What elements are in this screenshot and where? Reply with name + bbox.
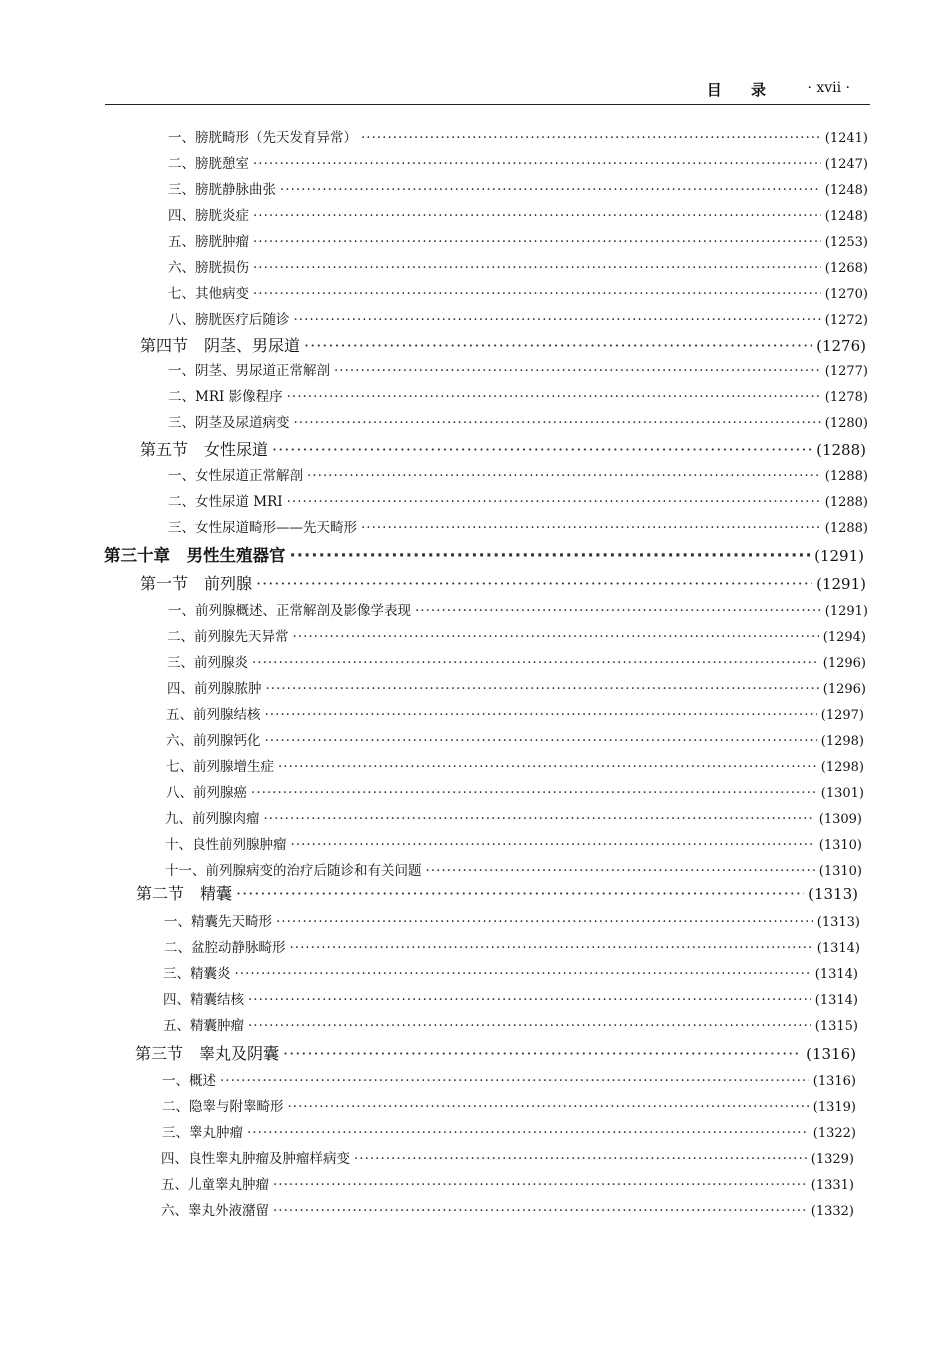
dot-leader xyxy=(252,655,819,671)
toc-item-entry[interactable] xyxy=(163,1014,858,1034)
toc-entry-title: 二、膀胱憩室 xyxy=(168,156,249,172)
toc-item-entry[interactable] xyxy=(168,516,868,536)
toc-entry-page: (1329) xyxy=(810,1152,854,1167)
toc-entry-title: 一、前列腺概述、正常解剖及影像学表现 xyxy=(168,603,411,619)
dot-leader xyxy=(253,260,821,276)
toc-section-entry[interactable] xyxy=(140,333,866,356)
toc-entry-page: (1241) xyxy=(824,131,868,146)
toc-item-entry[interactable] xyxy=(168,152,868,172)
toc-entry-page: (1278) xyxy=(824,390,868,405)
toc-entry-title: 三、前列腺炎 xyxy=(167,655,248,671)
dot-leader xyxy=(290,546,811,565)
toc-entry-title: 七、前列腺增生症 xyxy=(166,759,274,775)
toc-item-entry[interactable] xyxy=(163,988,858,1008)
toc-entry-page: (1315) xyxy=(814,1019,858,1034)
toc-entry-page: (1314) xyxy=(814,967,858,982)
dot-leader xyxy=(354,1151,807,1167)
toc-item-entry[interactable] xyxy=(164,910,860,930)
dot-leader xyxy=(256,574,812,593)
dot-leader xyxy=(334,363,821,379)
header-title: 目 录 xyxy=(706,81,778,99)
dot-leader xyxy=(291,837,815,853)
toc-entry-title: 一、阴茎、男尿道正常解剖 xyxy=(168,363,330,379)
toc-entry-title: 三、精囊炎 xyxy=(163,966,231,982)
toc-entry-title: 六、睾丸外液潴留 xyxy=(161,1203,269,1219)
toc-section-entry[interactable] xyxy=(140,571,866,594)
toc-entry-page: (1301) xyxy=(820,786,864,801)
toc-entry-title: 一、膀胱畸形（先天发育异常） xyxy=(168,130,357,146)
toc-entry-title: 十一、前列腺病变的治疗后随诊和有关问题 xyxy=(165,863,422,879)
toc-item-entry[interactable] xyxy=(168,308,868,328)
toc-item-entry[interactable] xyxy=(166,781,864,801)
dot-leader xyxy=(290,940,813,956)
toc-entry-title: 三、女性尿道畸形——先天畸形 xyxy=(168,520,357,536)
dot-leader xyxy=(220,1073,809,1089)
dot-leader xyxy=(287,494,821,510)
toc-entry-title: 二、隐睾与附睾畸形 xyxy=(162,1099,284,1115)
toc-entry-page: (1247) xyxy=(824,157,868,172)
dot-leader xyxy=(276,914,813,930)
toc-entry-page: (1280) xyxy=(824,416,868,431)
toc-item-entry[interactable] xyxy=(168,599,868,619)
toc-entry-page: (1297) xyxy=(820,708,864,723)
toc-section-entry[interactable] xyxy=(136,881,858,904)
toc-item-entry[interactable] xyxy=(162,1069,856,1089)
dot-leader xyxy=(273,1203,807,1219)
toc-entry-title: 七、其他病变 xyxy=(168,286,249,302)
toc-item-entry[interactable] xyxy=(166,703,864,723)
toc-entry-title: 五、儿童睾丸肿瘤 xyxy=(161,1177,269,1193)
toc-entry-page: (1253) xyxy=(824,235,868,250)
dot-leader xyxy=(361,130,821,146)
dot-leader xyxy=(253,208,821,224)
toc-item-entry[interactable] xyxy=(168,385,868,405)
toc-entry-title: 六、膀胱损伤 xyxy=(168,260,249,276)
header-page-number: · xvii · xyxy=(807,80,850,96)
dot-leader xyxy=(264,811,815,827)
dot-leader xyxy=(287,389,821,405)
dot-leader xyxy=(426,863,815,879)
toc-item-entry[interactable] xyxy=(168,230,868,250)
toc-entry-title: 四、膀胱炎症 xyxy=(168,208,249,224)
toc-item-entry[interactable] xyxy=(165,859,862,879)
toc-entry-page: (1310) xyxy=(818,864,862,879)
dot-leader xyxy=(361,520,821,536)
toc-section-entry[interactable] xyxy=(135,1041,856,1064)
toc-item-entry[interactable] xyxy=(166,755,864,775)
toc-entry-page: (1313) xyxy=(816,915,860,930)
toc-entry-title: 三、睾丸肿瘤 xyxy=(162,1125,243,1141)
toc-entry-title: 第二节 精囊 xyxy=(136,884,233,903)
dot-leader xyxy=(278,759,817,775)
toc-entry-page: (1272) xyxy=(824,313,868,328)
toc-entry-page: (1298) xyxy=(820,734,864,749)
dot-leader xyxy=(265,733,817,749)
dot-leader xyxy=(283,1044,802,1063)
dot-leader xyxy=(280,182,821,198)
dot-leader xyxy=(294,312,821,328)
toc-item-entry[interactable] xyxy=(166,729,864,749)
dot-leader xyxy=(235,966,811,982)
toc-entry-page: (1270) xyxy=(824,287,868,302)
toc-entry-title: 第三节 睾丸及阴囊 xyxy=(135,1044,280,1063)
toc-item-entry[interactable] xyxy=(161,1199,854,1219)
toc-item-entry[interactable] xyxy=(162,1095,856,1115)
toc-item-entry[interactable] xyxy=(162,1121,856,1141)
toc-entry-title: 八、膀胱医疗后随诊 xyxy=(168,312,290,328)
toc-entry-page: (1288) xyxy=(824,469,868,484)
toc-item-entry[interactable] xyxy=(168,282,868,302)
toc-entry-title: 二、盆腔动静脉畸形 xyxy=(164,940,286,956)
toc-entry-title: 第五节 女性尿道 xyxy=(140,440,269,459)
toc-item-entry[interactable] xyxy=(168,359,868,379)
toc-entry-page: (1313) xyxy=(808,885,858,903)
toc-chapter-entry[interactable] xyxy=(104,542,864,566)
toc-entry-page: (1314) xyxy=(816,941,860,956)
dot-leader xyxy=(253,234,821,250)
toc-entry-page: (1296) xyxy=(822,682,866,697)
dot-leader xyxy=(253,156,821,172)
toc-entry-title: 第四节 阴茎、男尿道 xyxy=(140,336,301,355)
toc-entry-title: 三、阴茎及尿道病变 xyxy=(168,415,290,431)
toc-entry-title: 四、精囊结核 xyxy=(163,992,244,1008)
toc-item-entry[interactable] xyxy=(168,256,868,276)
toc-item-entry[interactable] xyxy=(167,625,866,645)
toc-entry-title: 五、膀胱肿瘤 xyxy=(168,234,249,250)
dot-leader xyxy=(236,884,804,903)
toc-entry-title: 六、前列腺钙化 xyxy=(166,733,261,749)
toc-entry-page: (1316) xyxy=(812,1074,856,1089)
toc-item-entry[interactable] xyxy=(165,833,862,853)
toc-entry-title: 五、精囊肿瘤 xyxy=(163,1018,244,1034)
toc-entry-page: (1332) xyxy=(810,1204,854,1219)
toc-item-entry[interactable] xyxy=(168,204,868,224)
toc-entry-page: (1322) xyxy=(812,1126,856,1141)
toc-entry-page: (1298) xyxy=(820,760,864,775)
toc-entry-title: 四、良性睾丸肿瘤及肿瘤样病变 xyxy=(161,1151,350,1167)
dot-leader xyxy=(247,1125,809,1141)
toc-entry-page: (1331) xyxy=(810,1178,854,1193)
dot-leader xyxy=(307,468,821,484)
toc-entry-title: 一、精囊先天畸形 xyxy=(164,914,272,930)
toc-entry-title: 五、前列腺结核 xyxy=(166,707,261,723)
dot-leader xyxy=(265,707,817,723)
toc-item-entry[interactable] xyxy=(164,936,860,956)
toc-entry-title: 第一节 前列腺 xyxy=(140,574,253,593)
dot-leader xyxy=(415,603,821,619)
dot-leader xyxy=(272,440,812,459)
dot-leader xyxy=(293,629,819,645)
toc-item-entry[interactable] xyxy=(167,651,866,671)
toc-entry-page: (1316) xyxy=(806,1045,856,1063)
toc-item-entry[interactable] xyxy=(167,677,866,697)
dot-leader xyxy=(294,415,821,431)
toc-entry-page: (1276) xyxy=(816,337,866,355)
toc-item-entry[interactable] xyxy=(161,1173,854,1193)
toc-item-entry[interactable] xyxy=(163,962,858,982)
dot-leader xyxy=(304,336,812,355)
toc-entry-page: (1310) xyxy=(818,838,862,853)
dot-leader xyxy=(266,681,819,697)
toc-entry-title: 九、前列腺肉瘤 xyxy=(165,811,260,827)
dot-leader xyxy=(273,1177,807,1193)
toc-entry-title: 三、膀胱静脉曲张 xyxy=(168,182,276,198)
toc-entry-page: (1288) xyxy=(816,441,866,459)
toc-entry-page: (1294) xyxy=(822,630,866,645)
toc-entry-page: (1296) xyxy=(822,656,866,671)
running-header xyxy=(105,78,870,105)
toc-entry-page: (1309) xyxy=(818,812,862,827)
toc-entry-title: 一、概述 xyxy=(162,1073,216,1089)
toc-entry-page: (1277) xyxy=(824,364,868,379)
dot-leader xyxy=(248,1018,811,1034)
toc-entry-page: (1248) xyxy=(824,183,868,198)
toc-entry-title: 八、前列腺癌 xyxy=(166,785,247,801)
dot-leader xyxy=(251,785,817,801)
toc-entry-page: (1291) xyxy=(816,575,866,593)
toc-item-entry[interactable] xyxy=(168,464,868,484)
toc-entry-title: 十、良性前列腺肿瘤 xyxy=(165,837,287,853)
toc-section-entry[interactable] xyxy=(140,437,866,460)
toc-item-entry[interactable] xyxy=(161,1147,854,1167)
dot-leader xyxy=(248,992,811,1008)
dot-leader xyxy=(288,1099,809,1115)
toc-item-entry[interactable] xyxy=(165,807,862,827)
toc-entry-title: 一、女性尿道正常解剖 xyxy=(168,468,303,484)
toc-entry-page: (1288) xyxy=(824,495,868,510)
toc-item-entry[interactable] xyxy=(168,411,868,431)
toc-entry-page: (1314) xyxy=(814,993,858,1008)
toc-entry-page: (1248) xyxy=(824,209,868,224)
toc-item-entry[interactable] xyxy=(168,126,868,146)
toc-entry-page: (1291) xyxy=(824,604,868,619)
toc-entry-title: 二、女性尿道 MRI xyxy=(168,494,283,510)
toc-item-entry[interactable] xyxy=(168,178,868,198)
toc-entry-title: 第三十章 男性生殖器官 xyxy=(104,546,286,565)
toc-entry-page: (1319) xyxy=(812,1100,856,1115)
toc-item-entry[interactable] xyxy=(168,490,868,510)
toc-entry-title: 四、前列腺脓肿 xyxy=(167,681,262,697)
toc-entry-title: 二、前列腺先天异常 xyxy=(167,629,289,645)
toc-entry-title: 二、MRI 影像程序 xyxy=(168,389,283,405)
toc-entry-page: (1291) xyxy=(814,547,864,565)
dot-leader xyxy=(253,286,821,302)
toc-entry-page: (1288) xyxy=(824,521,868,536)
toc-entry-page: (1268) xyxy=(824,261,868,276)
